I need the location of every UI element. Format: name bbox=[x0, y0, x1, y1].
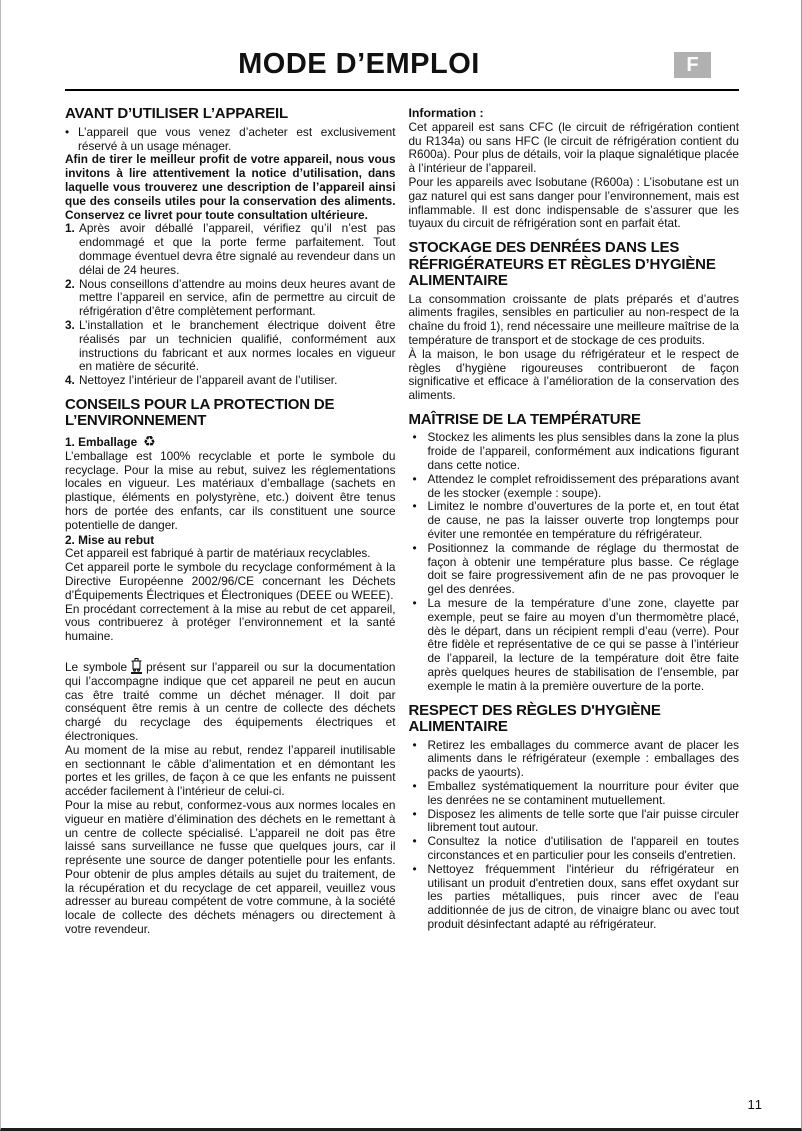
item-number: 1. bbox=[65, 221, 75, 236]
paragraph-normes: Pour la mise au rebut, conformez-vous aux normes locales en vigueur en matière d’élimination des déchets en le remettant à un centre de collecte spécialisé. L’appareil ne doit pas être laissé sans surveillance ne fusse que quelques jours, car il représente une source de danger potentielle pour les enfants. Pour obtenir de plus amples détails au sujet du traitement, de la récupération et du recyclage de cet appareil, veuillez vous adresser au bureau compétent de votre commune, à la société locale de collecte des déchets ménagers ou directement à votre revendeur. bbox=[65, 797, 396, 937]
recycling-icon: ♻ bbox=[143, 432, 156, 449]
page-header bbox=[65, 48, 739, 81]
list-item-text: L’appareil que vous venez d’acheter est exclusivement réservé à un usage ménager. bbox=[78, 124, 396, 153]
list-item-text: Disposez les aliments de telle sorte que l'air puisse circuler librement tout autour. bbox=[427, 806, 739, 835]
bullet-marker: • bbox=[412, 430, 417, 445]
right-column bbox=[409, 104, 740, 937]
bullet-marker: • bbox=[412, 471, 417, 486]
two-column-layout bbox=[65, 91, 739, 937]
information-paragraph-2: Pour les appareils avec Isobutane (R600a) : L’isobutane est un gaz naturel qui est sans danger pour l’environnement, mais est inflammable. Il est donc indispensable de s’assurer que les tuyaux du circuit de réfrigération sont en parfait état. bbox=[408, 174, 739, 231]
information-paragraph-1: Cet appareil est sans CFC (le circuit de réfrigération contient du R134a) ou sans HFC (le circuit de réfrigération contient du R600a). Pour plus de détails, voir la plaque signalétique placée à l’intérieur de l’appareil. bbox=[408, 119, 739, 176]
list-item bbox=[409, 780, 740, 808]
subheading-emballage-text: 1. Emballage bbox=[65, 434, 138, 449]
left-column bbox=[65, 104, 396, 937]
item-text: Nettoyez l’intérieur de l’appareil avant de l’utiliser. bbox=[79, 373, 338, 388]
list-item bbox=[409, 863, 740, 932]
numbered-item bbox=[65, 278, 396, 319]
item-number: 2. bbox=[65, 276, 75, 291]
paragraph-emballage: L’emballage est 100% recyclable et porte le symbole du recyclage. Pour la mise au rebut, suivez les réglementations locales en vigueur. Les matériaux d’emballage (sachets en plastique, éléments en polystyrène, etc.) doivent être tenus hors de portée des enfants, car ils constituent une source potentielle de danger. bbox=[65, 448, 396, 532]
bullet-marker: • bbox=[412, 834, 417, 849]
list-item bbox=[409, 808, 740, 836]
section-heading-maitrise: MAÎTRISE DE LA TEMPÉRATURE bbox=[408, 410, 641, 428]
section-heading-respect: RESPECT DES RÈGLES D'HYGIÈNE ALIMENTAIRE bbox=[408, 701, 661, 736]
list-item bbox=[409, 597, 740, 694]
information-heading: Information : bbox=[408, 106, 484, 121]
list-item bbox=[409, 431, 740, 472]
stockage-paragraph-1: La consommation croissante de plats préparés et d’autres aliments fragiles, sensibles en particulier au non-respect de la chaîne du froid 1), rend nécessaire une meilleure maîtrise de la température de transport et de stockage de ces produits. bbox=[408, 291, 739, 347]
bullet-marker: • bbox=[412, 596, 417, 611]
list-item-text: Nettoyez fréquemment l'intérieur du réfrigérateur en utilisant un produit d'entretien doux, sans effet oxydant sur les parties métalliques, puis rincer avec de l'eau additionnée de jus de citron, de vinaigre blanc ou avec tout produit désinfectant adapté au réfrigérateur. bbox=[427, 861, 739, 931]
page-title: MODE D’EMPLOI bbox=[238, 48, 480, 80]
item-number: 4. bbox=[65, 373, 75, 388]
paragraph-rebut-2: Cet appareil porte le symbole du recyclage conformément à la Directive Européenne 2002/96/CE concernant les Déchets d’Équipements Électriques et Électroniques (DEEE ou WEEE). bbox=[65, 560, 396, 602]
list-item bbox=[65, 126, 396, 154]
list-item-text: Attendez le complet refroidissement des préparations avant de les stocker (exemple : soupe). bbox=[427, 471, 739, 500]
list-item-text: Stockez les aliments les plus sensibles dans la zone la plus froide de l’appareil, conformément aux indications figurant dans cette notice. bbox=[427, 430, 739, 473]
bullet-marker: • bbox=[412, 861, 417, 876]
bullet-marker: • bbox=[412, 806, 417, 821]
list-item bbox=[409, 835, 740, 863]
list-item-text: Consultez la notice d'utilisation de l'appareil en toutes circonstances et en particulier pour les conseils d'entretien. bbox=[427, 834, 739, 862]
item-text: L’installation et le branchement électrique doivent être réalisés par un technicien qualifié, conformément aux instructions du fabricant et aux normes locales en vigueur en matière de sécurité. bbox=[79, 318, 396, 374]
bullet-marker: • bbox=[412, 737, 417, 752]
numbered-item bbox=[65, 374, 396, 388]
page-content bbox=[1, 0, 801, 937]
weee-bin-icon bbox=[130, 657, 143, 674]
bullet-marker: • bbox=[412, 779, 417, 793]
list-item bbox=[409, 473, 740, 501]
list-item bbox=[409, 739, 740, 780]
subheading-emballage bbox=[65, 433, 396, 450]
list-item-text: Limitez le nombre d’ouvertures de la porte et, en tout état de cause, ne pas la laisser ouverte trop longtemps pour éviter une remontée en température du réfrigérateur. bbox=[427, 499, 739, 542]
subheading-mise-au-rebut: 2. Mise au rebut bbox=[65, 532, 155, 547]
page-number: 11 bbox=[747, 1097, 763, 1112]
section-heading-avant: AVANT D’UTILISER L’APPAREIL bbox=[65, 105, 288, 123]
paragraph-rebut-1: Cet appareil est fabriqué à partir de matériaux recyclables. bbox=[65, 546, 371, 561]
paragraph-rebut-3: En procédant correctement à la mise au rebut de cet appareil, vous contribuerez à protéger l’environnement et la santé humaine. bbox=[65, 601, 396, 644]
numbered-item bbox=[65, 222, 396, 277]
list-item bbox=[409, 500, 740, 541]
bullet-marker: • bbox=[65, 124, 70, 139]
intro-paragraph: Afin de tirer le meilleur profit de votre appareil, nous vous invitons à lire attentivement la notice d’utilisation, dans laquelle vous trouverez une description de l’appareil ainsi que des conseils utiles pour la conservation des aliments. Conservez ce livret pour toute consultation ultérieure. bbox=[65, 152, 396, 222]
numbered-item bbox=[65, 319, 396, 374]
section-heading-conseils: CONSEILS POUR LA PROTECTION DE L’ENVIRONNEMENT bbox=[65, 395, 335, 430]
item-text: Nous conseillons d’attendre au moins deux heures avant de mettre l’appareil en service, afin de permettre au circuit de réfrigération d’être complètement performant. bbox=[79, 276, 396, 319]
paragraph-symbole-before: Le symbole bbox=[65, 659, 128, 674]
list-item-text: Emballez systématiquement la nourriture pour éviter que les denrées ne se contaminent mutuellement. bbox=[427, 779, 739, 807]
list-item-text: Positionnez la commande de réglage du thermostat de façon à obtenir une température plus basse. Ce réglage doit se faire progressivement afin de ne pas provoquer le gel des denrées. bbox=[427, 540, 739, 597]
list-item bbox=[409, 542, 740, 597]
stockage-paragraph-2: À la maison, le bon usage du réfrigérateur et le respect de règles d’hygiène rigoureuses contribueront de façon significative et efficace à l’amélioration de la conservation des aliments. bbox=[408, 346, 739, 403]
item-number: 3. bbox=[65, 318, 75, 332]
language-badge: F bbox=[674, 52, 711, 78]
paragraph-symbole bbox=[65, 657, 396, 744]
bullet-marker: • bbox=[412, 499, 417, 514]
item-text: Après avoir déballé l’appareil, vérifiez qu’il n’est pas endommagé et que la porte ferme parfaitement. Tout dommage éventuel devra être signalé au revendeur dans un délai de 24 heures. bbox=[79, 221, 396, 277]
list-item-text: La mesure de la température d’une zone, clayette par exemple, peut se faire au moyen d’un thermomètre placé, dès le départ, dans un récipient rempli d’eau (verre). Pour être fidèle et représentative de ce qui se passe à l’intérieur de l’appareil, la lecture de la température doit être faite après quelques heures de stabilisation de l’ensemble, par exemple le matin à la première ouverture de la porte. bbox=[427, 596, 739, 693]
spacer bbox=[65, 644, 396, 657]
list-item-text: Retirez les emballages du commerce avant de placer les aliments dans le réfrigérateur (exemple : emballages des packs de yaourts). bbox=[427, 737, 739, 780]
bullet-marker: • bbox=[412, 540, 417, 555]
paragraph-moment: Au moment de la mise au rebut, rendez l’appareil inutilisable en sectionnant le câble d’alimentation et en démontant les portes et les grilles, de façon à ce que les enfants ne puissent accéder facilement à l’intérieur de celui-ci. bbox=[65, 742, 396, 799]
section-heading-stockage: STOCKAGE DES DENRÉES DANS LES RÉFRIGÉRATEURS ET RÈGLES D’HYGIÈNE ALIMENTAIRE bbox=[408, 239, 716, 290]
paragraph-symbole-after: présent sur l’appareil ou sur la documentation qui l’accompagne indique que cet appareil ne peut en aucun cas être traité comme un déchet ménager. Il doit par conséquent être remis à un centre de collecte des déchets chargé du recyclage des équipements électriques et électroniques. bbox=[65, 659, 396, 743]
